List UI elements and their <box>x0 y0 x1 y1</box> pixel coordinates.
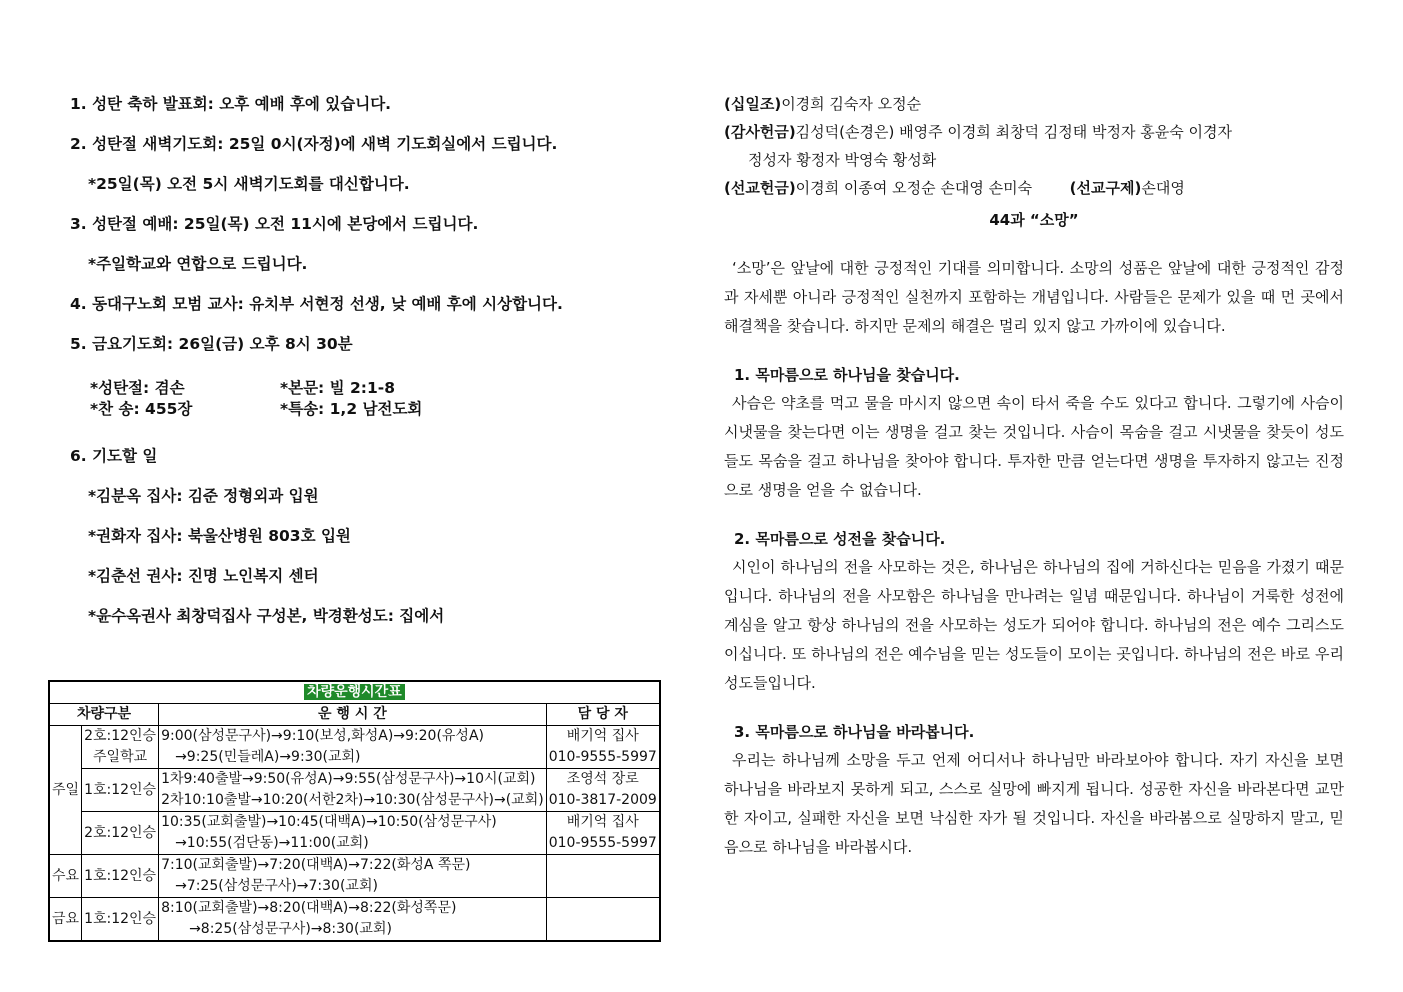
staff-cell-empty <box>546 898 660 942</box>
phone-cell: 010-9555-5997 <box>546 833 660 855</box>
section-1-body: 사슴은 약초를 먹고 물을 마시지 않으면 속이 타서 죽을 수도 있다고 합니다. 그렇기에 사슴이 시냇물을 찾는다면 이는 생명을 걸고 찾는 것입니다. 사슴이 목숨을 걸고 시냇물을 찾듯이 성도들도 목숨을 걸고 하나님을 찾아야 합니다. 투자한 만큼 얻는다면 생명을 투자하지 않고는 진정으로 생명을 얻을 수 없습니다. <box>724 394 1344 499</box>
mission-tag: (선교헌금) <box>724 179 796 197</box>
staff-cell: 배기억 집사 <box>546 726 660 748</box>
thanks-names-cont: 정성자 황정자 박영숙 황성화 <box>748 151 937 169</box>
table-row <box>49 769 660 791</box>
announcement-5: 5. 금요기도회: 26일(금) 오후 8시 30분 <box>70 335 353 353</box>
relief-names: 손대영 <box>1141 179 1185 197</box>
friday-theme: *성탄절: 겸손 <box>90 379 185 397</box>
friday-special: *특송: 1,2 남전도회 <box>280 400 423 418</box>
prayer-item-4: *윤수옥권사 최창덕집사 구성본, 박경환성도: 집에서 <box>88 607 445 625</box>
time-cell: →9:25(민들레A)→9:30(교회) <box>159 747 547 769</box>
thanks-names: 김성덕(손경은) 배영주 이경희 최창덕 김정태 박정자 홍윤숙 이경자 <box>795 123 1232 141</box>
table-row <box>49 747 660 769</box>
mission-names: 이경희 이종여 오정순 손대영 손미숙 <box>795 179 1033 197</box>
announcement-4: 4. 동대구노회 모범 교사: 유치부 서현정 선생, 낮 예배 후에 시상합니다. <box>70 295 563 313</box>
staff-cell-empty <box>546 855 660 898</box>
time-cell: 2차10:10출발→10:20(서한2차)→10:30(삼성문구사)→(교회) <box>159 790 547 812</box>
offering-thanks <box>724 118 1344 146</box>
header-vehicle: 차량구분 <box>49 704 159 726</box>
day-wednesday: 수요 <box>49 855 82 898</box>
vehicle-cell: 1호:12인승 <box>82 898 159 942</box>
friday-details-row-1 <box>90 376 395 398</box>
offering-tithe <box>724 90 1344 118</box>
relief-tag: (선교구제) <box>1069 179 1142 197</box>
time-cell: →10:55(검단동)→11:00(교회) <box>159 833 547 855</box>
prayer-item-3: *김춘선 권사: 진명 노인복지 센터 <box>88 567 319 585</box>
vehicle-cell: 1호:12인승 <box>82 769 159 812</box>
header-staff: 담 당 자 <box>546 704 660 726</box>
table-row <box>49 726 660 748</box>
friday-text: *본문: 빌 2:1-8 <box>280 379 396 397</box>
section-2-body: 시인이 하나님의 전을 사모하는 것은, 하나님은 하나님의 집에 거하신다는 믿음을 가졌기 때문입니다. 하나님의 전을 사모함은 하나님을 만나려는 일념 때문입니다. 하나님이 거룩한 성전에 계심을 알고 항상 하나님의 전을 사모하는 성도가 되어야 합니다. 하나님의 전은 예수 그리스도이십니다. 또 하나님의 전은 예수님을 믿는 성도들이 모이는 곳입니다. 하나님의 전은 바로 우리 성도들입니다. <box>724 558 1344 692</box>
announcement-6: 6. 기도할 일 <box>70 447 158 465</box>
table-row <box>49 855 660 877</box>
section-3-body: 우리는 하나님께 소망을 두고 언제 어디서나 하나님만 바라보아야 합니다. 자기 자신을 보면 하나님을 바라보지 못하게 되고, 스스로 실망에 빠지게 됩니다. 성공한 자신을 바라본다면 교만한 자이고, 실패한 자신을 보면 낙심한 자가 될 것입니다. 자신을 바라봄으로 실망하지 말고, 믿음으로 하나님을 바라봅시다. <box>724 751 1344 856</box>
friday-hymn: *찬 송: 455장 <box>90 400 193 418</box>
time-cell: 1차9:40출발→9:50(유성A)→9:55(삼성문구사)→10시(교회) <box>159 769 547 791</box>
vehicle-cell: 1호:12인승 <box>82 855 159 898</box>
day-friday: 금요 <box>49 898 82 942</box>
time-cell: 7:10(교회출발)→7:20(대백A)→7:22(화성A 쪽문) <box>159 855 547 877</box>
time-cell: →8:25(삼성문구사)→8:30(교회) <box>159 919 547 941</box>
announcement-2-note: *25일(목) 오전 5시 새벽기도회를 대신합니다. <box>88 175 410 193</box>
phone-cell: 010-3817-2009 <box>546 790 660 812</box>
staff-cell: 배기억 집사 <box>546 812 660 834</box>
schedule-header-row <box>49 704 660 726</box>
section-1-heading: 1. 목마름으로 하나님을 찾습니다. <box>734 366 960 384</box>
table-row <box>49 812 660 834</box>
announcement-3: 3. 성탄절 예배: 25일(목) 오전 11시에 본당에서 드립니다. <box>70 215 479 233</box>
thanks-tag: (감사헌금) <box>724 123 796 141</box>
vehicle-cell: 2호:12인승 <box>82 726 159 748</box>
schedule-title: 차량운행시간표 <box>49 681 660 704</box>
vehicle-cell: 주일학교 <box>82 747 159 769</box>
section-3-heading: 3. 목마름으로 하나님을 바라봅니다. <box>734 723 975 741</box>
time-cell: 8:10(교회출발)→8:20(대백A)→8:22(화성쪽문) <box>159 898 547 920</box>
announcement-2: 2. 성탄절 새벽기도회: 25일 0시(자정)에 새벽 기도회실에서 드립니다. <box>70 135 558 153</box>
time-cell: 10:35(교회출발)→10:45(대백A)→10:50(삼성문구사) <box>159 812 547 834</box>
phone-cell: 010-9555-5997 <box>546 747 660 769</box>
offering-mission <box>724 174 1344 202</box>
time-cell: 9:00(삼성문구사)→9:10(보성,화성A)→9:20(유성A) <box>159 726 547 748</box>
staff-cell: 조영석 장로 <box>546 769 660 791</box>
prayer-item-1: *김분옥 집사: 김준 정형외과 입원 <box>88 487 319 505</box>
friday-details-row-2 <box>90 397 422 419</box>
announcement-3-note: *주일학교와 연합으로 드립니다. <box>88 255 308 273</box>
day-sunday: 주일 <box>49 726 82 855</box>
table-row <box>49 898 660 920</box>
header-time: 운 행 시 간 <box>159 704 547 726</box>
announcement-1: 1. 성탄 축하 발표회: 오후 예배 후에 있습니다. <box>70 95 392 113</box>
vehicle-schedule-table <box>48 680 661 942</box>
lesson-column <box>724 90 1344 862</box>
lesson-title: 44과 “소망” <box>989 211 1079 229</box>
time-cell: →7:25(삼성문구사)→7:30(교회) <box>159 876 547 898</box>
tithe-names: 이경희 김숙자 오정순 <box>781 95 922 113</box>
prayer-item-2: *권화자 집사: 북울산병원 803호 입원 <box>88 527 351 545</box>
lesson-intro: ‘소망’은 앞날에 대한 긍정적인 기대를 의미합니다. 소망의 성품은 앞날에 대한 긍정적인 감정과 자세뿐 아니라 긍정적인 실천까지 포함하는 개념입니다. 사람들은 문제가 있을 때 먼 곳에서 해결책을 찾습니다. 하지만 문제의 해결은 멀리 있지 않고 가까이에 있습니다. <box>724 259 1344 335</box>
vehicle-cell: 2호:12인승 <box>82 812 159 855</box>
tithe-tag: (십일조) <box>724 95 782 113</box>
section-2-heading: 2. 목마름으로 성전을 찾습니다. <box>734 530 946 548</box>
